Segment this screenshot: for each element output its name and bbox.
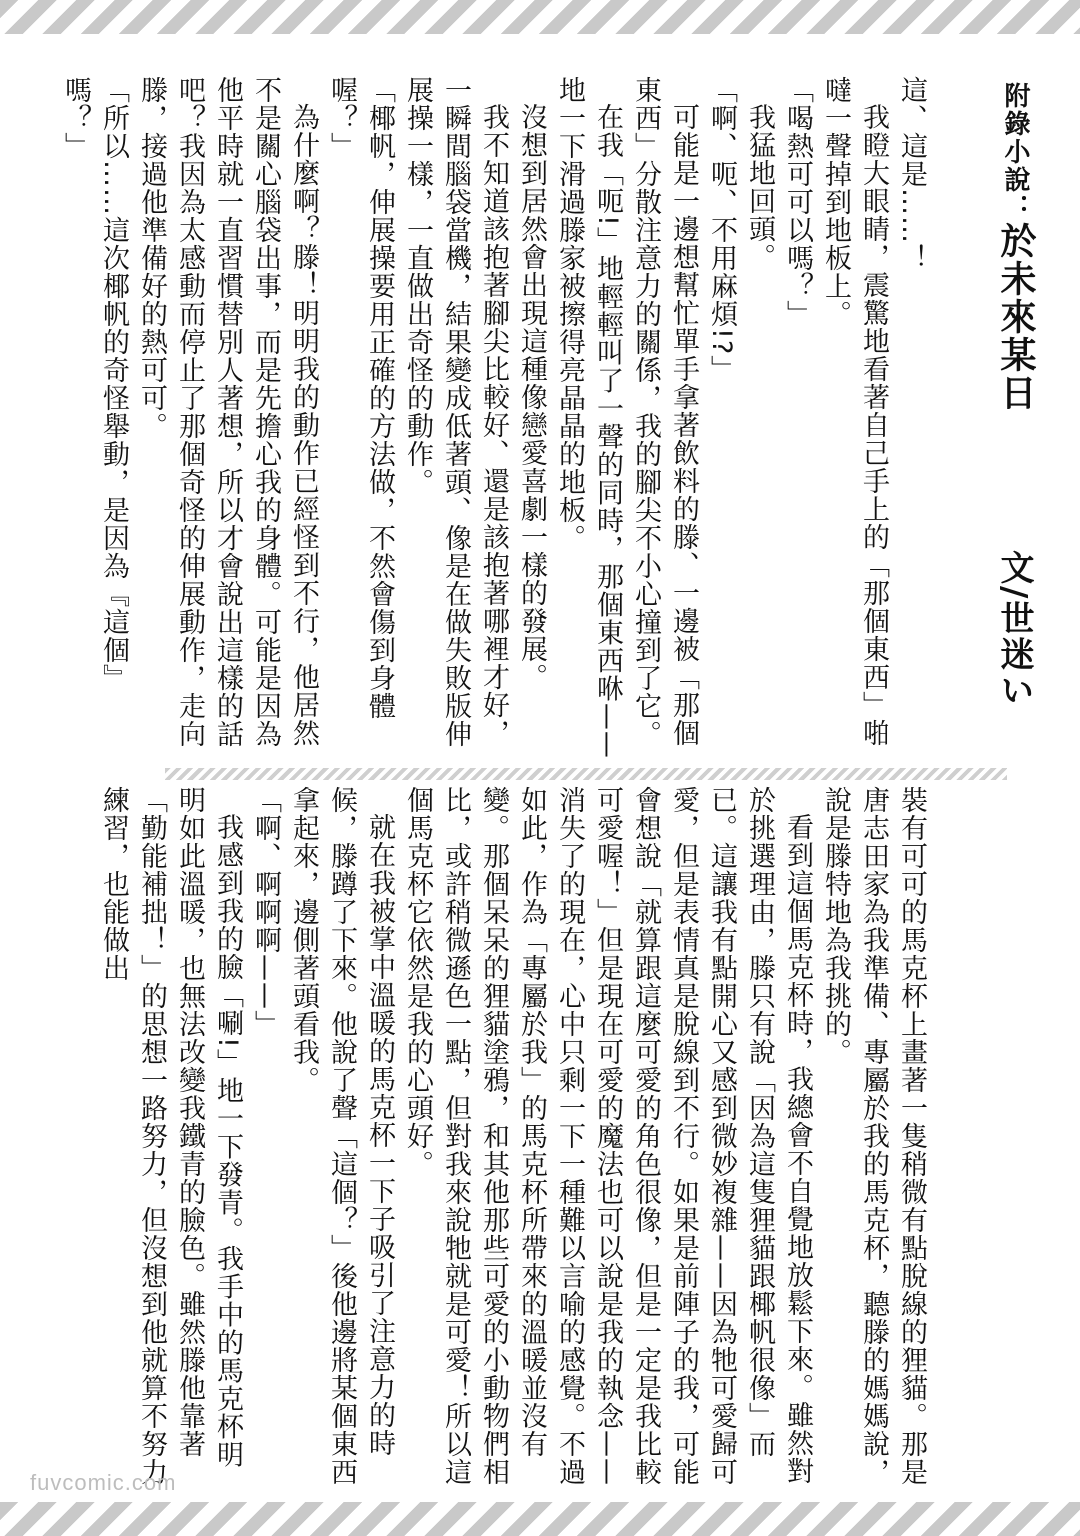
top-stripe-border (0, 0, 1080, 34)
paragraph: 「啊、呃、不用麻煩!?」 (706, 76, 737, 384)
paragraph: 沒想到居然會出現這種像戀愛喜劇一樣的發展。 (516, 103, 547, 691)
bottom-text-block (98, 786, 930, 1492)
paragraph: 我感到我的臉「唰!」地一下發青。我手中的馬克杯明明如此溫暖，也無法改變我鐵青的臉色。雖然滕他靠著「勤能補拙！」的思想一路努力，但沒想到他就算不努力練習，也能做出 (98, 786, 243, 1486)
paragraph: 「椰帆，伸展操要用正確的方法做，不然會傷到身體喔？」 (326, 76, 395, 720)
paragraph: 我瞪大眼睛，震驚地看著自己手上的「那個東西」啪噠一聲掉到地板上。 (820, 76, 889, 747)
paragraph: 我不知道該抱著腳尖比較好、還是該抱著哪裡才好，一瞬間腦袋當機，結果變成低著頭、像是在做失敗版伸展操一樣，一直做出奇怪的動作。 (402, 76, 509, 748)
paragraph: 「所以……這次椰帆的奇怪舉動，是因為『這個』嗎？」 (60, 76, 129, 692)
paragraph: 為什麼啊？滕！明明我的動作已經怪到不行，他居然不是關心腦袋出事，而是先擔心我的身體。可能是因為他平時就一直習慣替別人著想，所以才會說出這樣的話吧？我因為太感動而停止了那個奇怪的伸展動作，走向滕，接過他準備好的熱可可。 (136, 76, 319, 748)
author-credit: 文/世迷い (994, 550, 1034, 709)
bottom-stripe-border (0, 1502, 1080, 1536)
paragraph: 裝有可可的馬克杯上畫著一隻稍微有點脫線的狸貓。那是唐志田家為我準備、專屬於我的馬克杯，聽滕的媽媽說，說是滕特地為我挑的。 (820, 786, 927, 1486)
paragraph: 我猛地回頭。 (744, 103, 775, 271)
story-title (990, 82, 1041, 412)
paragraph: 「啊、啊啊啊——」 (250, 786, 281, 1038)
section-divider (165, 768, 1007, 780)
paragraph: 就在我被掌中溫暖的馬克杯一下子吸引了注意力的時候，滕蹲了下來。他說了聲「這個？」後他邊將某個東西拿起來，邊側著頭看我。 (288, 786, 395, 1486)
site-watermark: fuvcomic.com (30, 1470, 177, 1495)
paragraph: 這、這是……！ (896, 76, 927, 272)
paragraph: 可能是一邊想幫忙單手拿著飲料的滕、一邊被「那個東西」分散注意力的關係，我的腳尖不小心撞到了它。 (630, 76, 699, 748)
top-text-block (60, 76, 930, 762)
story-title-prefix: 附錄小說： (1000, 82, 1030, 222)
story-title-main: 於未來某日 (995, 222, 1036, 412)
paragraph: 「喝熱可可以嗎？」 (782, 76, 813, 328)
paragraph: 看到這個馬克杯時，我總會不自覺地放鬆下來。雖然對於挑選理由，滕只有說「因為這隻狸貓跟椰帆很像」而已。這讓我有點開心又感到微妙複雜——因為牠可愛歸可愛，但是表情真是脫線到不行。如果是前陣子的我，可能會想說「就算跟這麼可愛的角色很像，但是一定是我比較可愛喔！」但是現在可愛的魔法也可以說是我的執念——消失了的現在，心中只剩一下一種難以言喻的感覺。不過如此，作為「專屬於我」的馬克杯所帶來的溫暖並沒有變。那個呆呆的狸貓塗鴉，和其他那些可愛的小動物們相比，或許稍微遜色一點，但對我來說牠就是可愛！所以這個馬克杯它依然是我的心頭好。 (402, 786, 813, 1486)
paragraph: 在我「呃!」地輕輕叫了一聲的同時，那個東西咻——地一下滑過滕家被擦得亮晶晶的地板。 (554, 76, 623, 759)
